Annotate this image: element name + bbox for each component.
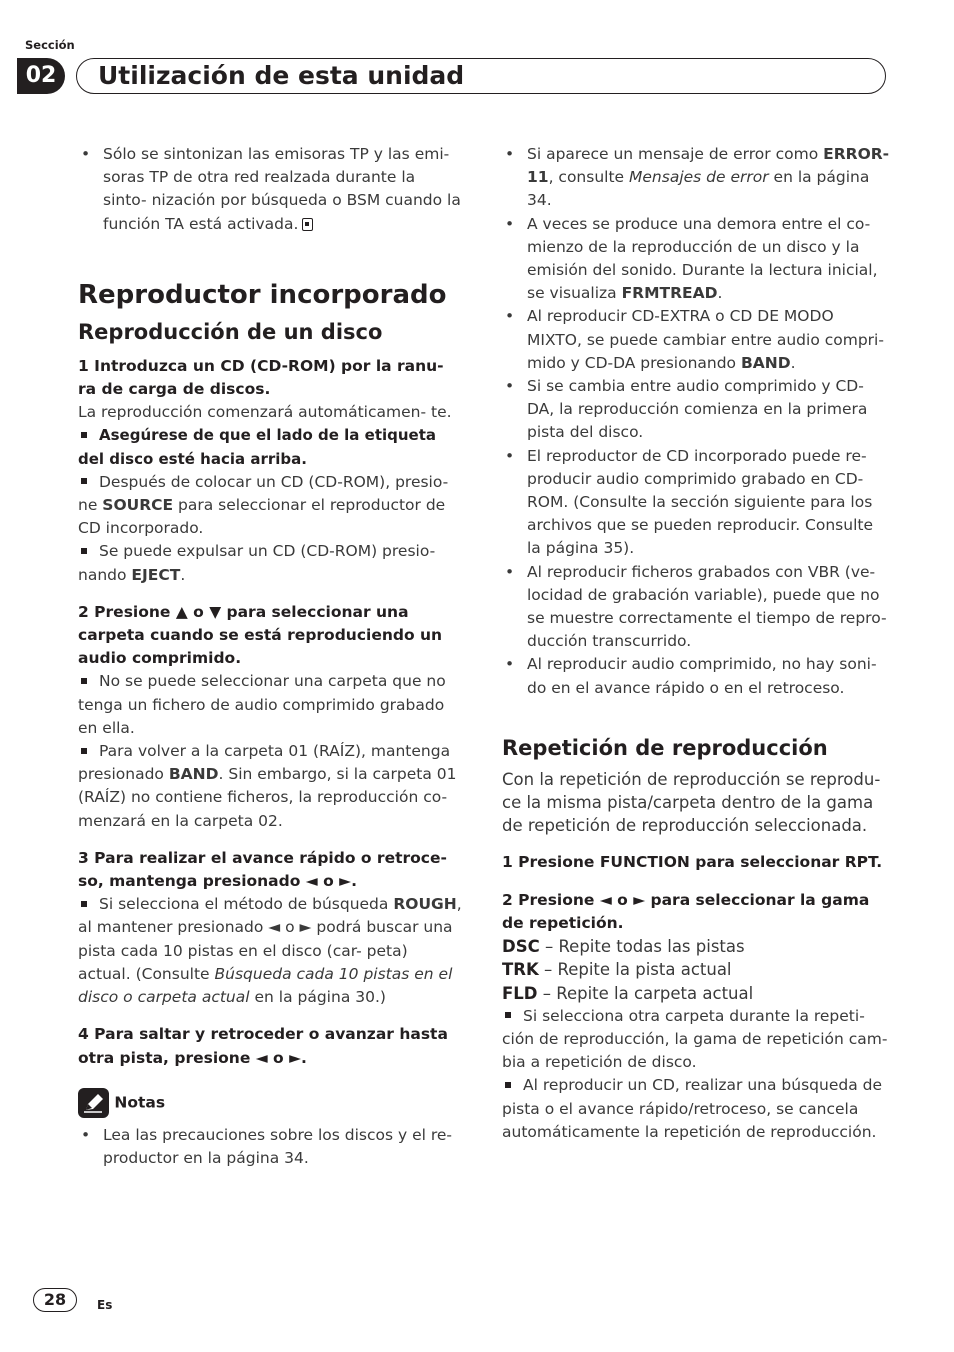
- rpt-step-1: 1 Presione FUNCTION para seleccionar RPT.: [502, 853, 883, 872]
- step-3: 3 Para realizar el avance rápido o retroce- so, mantenga presionado ◄ o ►.: [78, 848, 447, 891]
- source-key: SOURCE: [102, 496, 174, 515]
- note-1-text: Asegúrese de que el lado de la etiqueta del disco esté hacia arriba.: [78, 426, 437, 468]
- error-code: ERROR-11: [527, 145, 890, 187]
- dsc-key: DSC: [502, 937, 540, 957]
- bullet-cd-extra: • Al reproducir CD-EXTRA o CD DE MODO MIXTO, se puede cambiar entre audio compri- mido y CD-DA presionando BAND.: [502, 305, 890, 375]
- note-5: Para volver a la carpeta 01 (RAÍZ), mantenga presionado BAND. Sin embargo, si la carpeta 01 (RAÍZ) no contiene ficheros, la reproducción co- menzará en la carpeta 02.: [78, 742, 457, 830]
- bullet-delay: • A veces se produce una demora entre el co- mienzo de la reproducción de un disco y la emisión del sonido. Durante la lectura inicial, se visualiza FRMTREAD.: [502, 213, 890, 306]
- notas-header: [78, 1088, 463, 1118]
- note-2: Después de colocar un CD (CD-ROM), presio- ne SOURCE para seleccionar el reproductor de CD incorporado.: [78, 472, 449, 538]
- heading-reproduccion-disco: Reproducción de un disco: [78, 319, 383, 344]
- step-1-text: La reproducción comenzará automáticamen- te.: [78, 403, 452, 422]
- section-label: Sección: [25, 38, 75, 52]
- intro-bullet: [78, 143, 463, 236]
- heading-reproductor: Reproductor incorporado: [78, 279, 447, 310]
- option-dsc: DSC – Repite todas las pistas: [502, 937, 745, 957]
- eject-key: EJECT: [131, 565, 181, 584]
- note-6: Si selecciona el método de búsqueda ROUGH, al mantener presionado ◄ o ► podrá buscar una pista cada 10 pistas en el disco (car- peta) actual. (Consulte Búsqueda cada 10 pistas en el disco o carpeta actual en la página 30.): [78, 895, 462, 1007]
- note-square-icon: [81, 748, 87, 754]
- band-key: BAND: [740, 353, 791, 372]
- note-label-side: [78, 424, 463, 470]
- notas-bullet: • Lea las precauciones sobre los discos y el re- productor en la página 34.: [78, 1124, 463, 1170]
- end-mark-icon: [302, 218, 313, 231]
- bullet-cdrom: • El reproductor de CD incorporado puede re- producir audio comprimido grabado en CD- ROM. (Consulte la sección siguiente para los archivos que se pueden reproducir. Consulte la página 35).: [502, 445, 890, 561]
- crossref-italic: Mensajes de error: [629, 168, 769, 187]
- language-code: Es: [97, 1298, 113, 1312]
- pencil-note-icon: [78, 1088, 109, 1118]
- band-key: BAND: [168, 765, 219, 784]
- page-number: 28: [33, 1288, 77, 1312]
- option-trk: TRK – Repite la pista actual: [502, 960, 732, 980]
- left-column: [78, 143, 463, 1170]
- step-1: 1 Introduzca un CD (CD-ROM) por la ranu- ra de carga de discos.: [78, 356, 444, 399]
- trk-key: TRK: [502, 960, 539, 980]
- note-square-icon: [81, 478, 87, 484]
- right-column: [502, 143, 890, 1144]
- bullet-vbr: • Al reproducir ficheros grabados con VBR (ve- locidad de grabación variable), puede que no se muestre correctamente el tiempo de repro- ducción transcurrido.: [502, 561, 890, 654]
- rpt-note-1: Si selecciona otra carpeta durante la repeti- ción de reproducción, la gama de repetición cam- bia a repetición de disco.: [502, 1006, 888, 1072]
- note-3: Se puede expulsar un CD (CD-ROM) presio- nando EJECT.: [78, 542, 436, 584]
- heading-repeticion: Repetición de reproducción: [502, 735, 828, 760]
- fld-key: FLD: [502, 983, 538, 1003]
- note-square-icon: [81, 678, 87, 684]
- frmtread-key: FRMTREAD: [621, 284, 718, 303]
- option-fld: FLD – Repite la carpeta actual: [502, 983, 754, 1003]
- page-title: Utilización de esta unidad: [98, 61, 465, 90]
- note-square-icon: [81, 901, 87, 907]
- note-square-icon: [81, 548, 87, 554]
- bullet-error: • Si aparece un mensaje de error como ERROR-11, consulte Mensajes de error en la página 34.: [502, 143, 890, 213]
- rough-key: ROUGH: [393, 895, 457, 914]
- section-number-badge: 02: [17, 58, 65, 94]
- repeticion-intro: Con la repetición de reproducción se reprodu- ce la misma pista/carpeta dentro de la gama de repetición de reproducción seleccionada.: [502, 769, 881, 836]
- step-4: 4 Para saltar y retroceder o avanzar hasta otra pista, presione ◄ o ►.: [78, 1025, 448, 1067]
- crossref-italic: Búsqueda cada 10 pistas en el disco o carpeta actual: [78, 964, 453, 1007]
- intro-bullet-text: Sólo se sintonizan las emisoras TP y las emi- soras TP de otra red realzada durante la sinto- nización por búsqueda o BSM cuando la función TA está activada.: [103, 145, 461, 233]
- bullet-no-sound: • Al reproducir audio comprimido, no hay soni- do en el avance rápido o en el retroceso.: [502, 653, 890, 699]
- note-4: No se puede seleccionar una carpeta que no tenga un fichero de audio comprimido grabado en ella.: [78, 672, 446, 737]
- notas-label: Notas: [114, 1093, 166, 1112]
- step-2: 2 Presione ▲ o ▼ para seleccionar una carpeta cuando se está reproduciendo un audio comprimido.: [78, 602, 443, 668]
- bullet-switch: • Si se cambia entre audio comprimido y CD- DA, la reproducción comienza en la primera pista del disco.: [502, 375, 890, 445]
- note-square-icon: [81, 432, 87, 438]
- note-square-icon: [505, 1082, 511, 1088]
- rpt-note-2: Al reproducir un CD, realizar una búsqueda de pista o el avance rápido/retroceso, se cancela automáticamente la repetición de reproducción.: [502, 1076, 882, 1141]
- note-square-icon: [505, 1012, 511, 1018]
- rpt-step-2: 2 Presione ◄ o ► para seleccionar la gama de repetición.: [502, 890, 870, 932]
